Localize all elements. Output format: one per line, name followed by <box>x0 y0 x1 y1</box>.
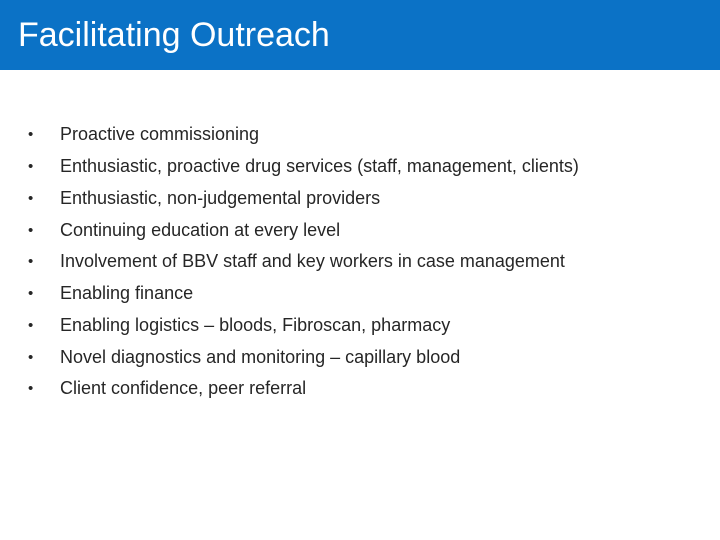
bullet-item <box>28 183 579 215</box>
bullet-dot-icon: • <box>28 253 34 271</box>
bullet-item <box>28 214 579 246</box>
bullet-text: Enabling finance <box>60 283 194 304</box>
bullet-item <box>28 341 579 373</box>
bullet-item <box>28 278 579 310</box>
bullet-text: Enthusiastic, proactive drug services (staff, management, clients) <box>60 156 579 177</box>
title-bar <box>0 0 720 70</box>
bullet-item <box>28 151 579 183</box>
bullet-text: Enabling logistics – bloods, Fibroscan, pharmacy <box>60 314 451 335</box>
bullet-dot-icon: • <box>28 285 34 303</box>
bullet-text: Proactive commissioning <box>60 124 260 145</box>
bullet-text: Client confidence, peer referral <box>60 378 307 399</box>
bullet-item <box>28 119 579 151</box>
bullet-dot-icon: • <box>28 126 34 144</box>
slide-title: Facilitating Outreach <box>18 16 330 54</box>
bullet-dot-icon: • <box>28 380 34 398</box>
bullet-item <box>28 310 579 342</box>
bullet-text: Continuing education at every level <box>60 219 341 240</box>
bullet-dot-icon: • <box>28 158 34 176</box>
bullet-text: Enthusiastic, non-judgemental providers <box>60 187 381 208</box>
bullet-item <box>28 373 579 405</box>
bullet-dot-icon: • <box>28 221 34 239</box>
bullet-item <box>28 246 579 278</box>
bullet-text: Involvement of BBV staff and key workers in case management <box>60 251 565 272</box>
bullet-dot-icon: • <box>28 316 34 334</box>
bullet-dot-icon: • <box>28 348 34 366</box>
bullet-dot-icon: • <box>28 189 34 207</box>
bullet-list <box>28 119 579 405</box>
bullet-text: Novel diagnostics and monitoring – capillary blood <box>60 346 461 367</box>
